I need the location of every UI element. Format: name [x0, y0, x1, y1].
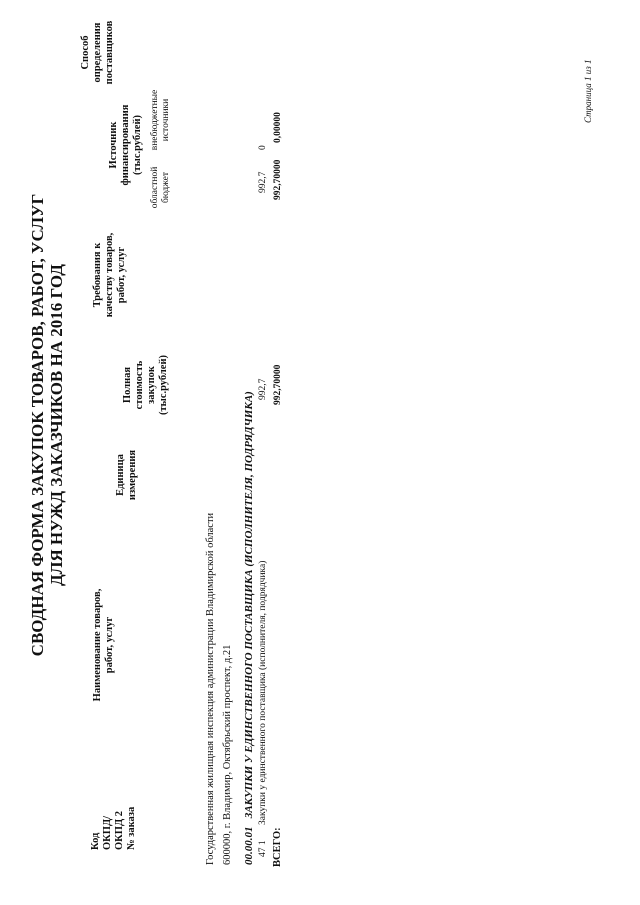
row-code: 47 1 — [258, 840, 268, 857]
header-code: Код ОКПД/ ОКПД 2 № заказа — [90, 806, 137, 850]
header-method: Способ определения поставщиков — [80, 20, 115, 85]
header-unit: Единица измерения — [115, 449, 138, 501]
total-label: ВСЕГО: — [272, 827, 283, 867]
section-header — [243, 391, 255, 865]
organization-name: Государственная жилищная инспекция администрации Владимирской области — [205, 512, 216, 865]
row-extrabudget: 0 — [258, 145, 268, 150]
total-cost: 992,70000 — [273, 364, 283, 405]
row-cost: 992,7 — [258, 378, 268, 400]
header-quality: Требования к качеству товаров, работ, услуг — [92, 232, 127, 318]
total-regional-budget: 992,70000 — [273, 159, 283, 200]
title-line-2: ДЛЯ НУЖД ЗАКАЗЧИКОВ НА 2016 ГОД — [47, 264, 66, 586]
row-name: Закупки у единственного поставщика (исполнителя, подрядчика) — [258, 560, 268, 825]
total-extrabudget: 0,00000 — [273, 112, 283, 143]
header-funding-extrabudget: внебюджетные источники — [150, 89, 171, 151]
organization-address: 600000, г. Владимир, Октябрьский проспект, д.21 — [222, 644, 233, 865]
header-funding-regional: областной бюджет — [150, 166, 171, 209]
section-code: 00.00.01 — [243, 826, 255, 865]
header-funding: Источник финансирования (тыс.рублей) — [108, 104, 143, 186]
header-cost: Полная стоимость закупок (тыс.рублей) — [122, 354, 169, 416]
page-number: Страница 1 из 1 — [583, 59, 593, 123]
row-regional-budget: 992,7 — [258, 171, 268, 193]
header-name: Наименование товаров, работ, услуг — [92, 588, 115, 702]
document-title — [28, 95, 66, 755]
section-title: ЗАКУПКИ У ЕДИНСТВЕННОГО ПОСТАВЩИКА (ИСПОЛНИТЕЛЯ, ПОДРЯДЧИКА) — [243, 391, 255, 819]
title-line-1: СВОДНАЯ ФОРМА ЗАКУПОК ТОВАРОВ, РАБОТ, УСЛУГ — [28, 193, 47, 657]
